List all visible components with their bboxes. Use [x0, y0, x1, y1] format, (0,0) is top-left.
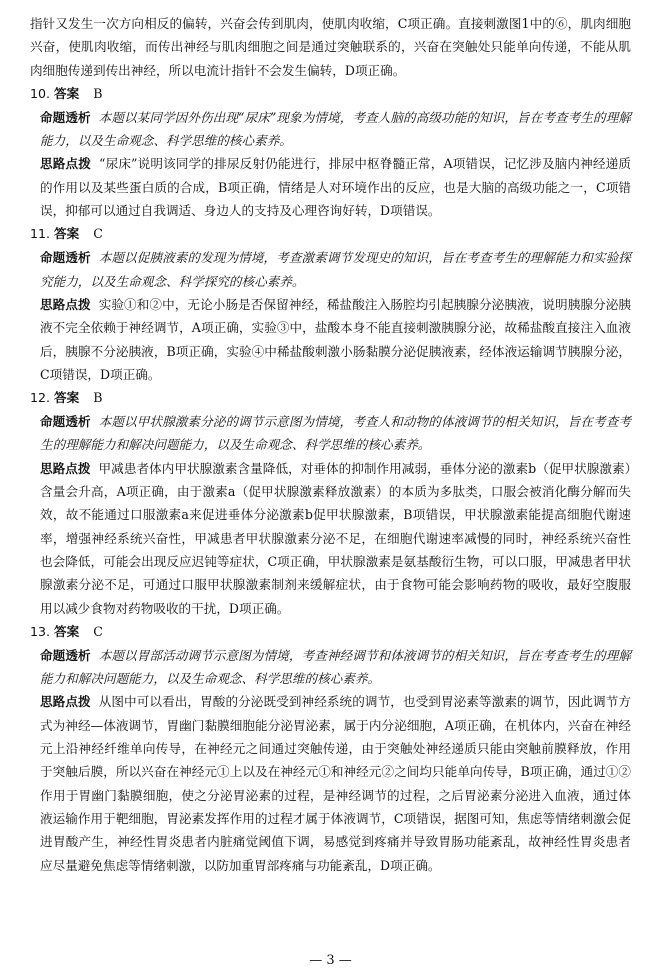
answer-value: B: [93, 85, 103, 101]
hint-label: 思路点拨: [40, 694, 91, 710]
hint-text: 甲减患者体内甲状腺激素含量降低，对垂体的抑制作用减弱，垂体分泌的激素b（促甲状腺激素）含量会升高，A项正确，由于激素a（促甲状腺激素释放激素）的本质为多肽类，口服会被消化酶分解而失效，故不能通过口服激素a来促进垂体分泌激素b促甲状腺激素，B项错误，甲状腺激素能提高细胞代谢速率，增强神经系统兴奋性，甲减患者甲状腺激素分泌不足，在细胞代谢速率减慢的同时，神经系统兴奋性也会降低，可能会出现反应迟钝等症状，C项正确，甲状腺激素是氨基酸衍生物，可以口服，甲减患者甲状腺激素分泌不足，可通过口服甲状腺激素制剂来缓解症状，由于食物可能会影响药物的吸收，最好空腹服用以减少食物对药物吸收的干扰，D项正确。: [40, 460, 632, 616]
analysis-paragraph: [30, 246, 631, 293]
answer-value: C: [93, 226, 103, 242]
question-11: [30, 222, 631, 386]
intro-paragraph: 指针又发生一次方向相反的偏转，兴奋会传到肌肉，使肌肉收缩，C项正确。直接刺激图1中的⑥，肌肉细胞兴奋，使肌肉收缩，而传出神经与肌肉细胞之间是通过突触联系的，兴奋在突触处只能单向传递，不能从肌肉细胞传递到传出神经，所以电流计指针不会发生偏转，D项正确。: [30, 16, 631, 78]
answer-line: [30, 82, 631, 106]
question-number: 10.: [30, 85, 51, 101]
answer-line: [30, 386, 631, 410]
question-13: [30, 620, 631, 877]
page-number: — 3 —: [309, 953, 352, 968]
hint-text: 实验①和②中，无论小肠是否保留神经，稀盐酸注入肠腔均引起胰腺分泌胰液，说明胰腺分泌胰液不完全依赖于神经调节，A项正确，实验③中，盐酸本身不能直接刺激胰腺分泌，故稀盐酸直接注入血液后，胰腺不分泌胰液，B项正确，实验④中稀盐酸刺激小肠黏膜分泌促胰液素，经体液运输调节胰腺分泌，C项错误，D项正确。: [40, 296, 632, 382]
answer-value: B: [93, 390, 103, 406]
analysis-label: 命题透析: [40, 414, 91, 430]
analysis-paragraph: [30, 644, 631, 691]
question-12: [30, 386, 631, 620]
analysis-text: 本题以促胰液素的发现为情境，考查激素调节发现史的知识，旨在考查考生的理解能力和实验探究能力，以及生命观念、科学探究的核心素养。: [40, 250, 632, 289]
hint-paragraph: [30, 152, 631, 222]
hint-label: 思路点拨: [40, 156, 91, 172]
hint-paragraph: [30, 293, 631, 386]
analysis-paragraph: [30, 106, 631, 153]
question-10: [30, 82, 631, 222]
hint-paragraph: [30, 457, 631, 620]
question-number: 12.: [30, 390, 51, 406]
answer-label: 答案: [54, 85, 80, 101]
analysis-text: 本题以胃部活动调节示意图为情境，考查神经调节和体液调节的相关知识，旨在考查考生的理解能力和解决问题能力，以及生命观念、科学思维的核心素养。: [40, 647, 632, 687]
question-number: 13.: [30, 623, 51, 639]
answer-label: 答案: [54, 623, 80, 639]
answer-value: C: [93, 623, 103, 639]
answer-label: 答案: [54, 226, 80, 242]
analysis-label: 命题透析: [40, 647, 91, 663]
hint-label: 思路点拨: [40, 460, 91, 476]
question-number: 11.: [30, 226, 51, 242]
hint-paragraph: [30, 690, 631, 876]
answer-line: [30, 620, 631, 644]
hint-text: “尿床”说明该同学的排尿反射仍能进行，排尿中枢脊髓正常，A项错误，记忆涉及脑内神经递质的作用以及某些蛋白质的合成，B项正确，情绪是人对环境作出的反应，也是大脑的高级功能之一，C项错误，抑郁可以通过自我调适、身边人的支持及心理咨询好转，D项错误。: [40, 156, 631, 219]
analysis-label: 命题透析: [40, 109, 91, 125]
analysis-label: 命题透析: [40, 250, 91, 266]
hint-text: 从图中可以看出，胃酸的分泌既受到神经系统的调节，也受到胃泌素等激素的调节，因此调节方式为神经—体液调节，胃幽门黏膜细胞能分泌胃泌素，属于内分泌细胞，A项正确，在机体内，兴奋在神经元上沿神经纤维单向传导，在神经元之间通过突触传递，由于突触处神经递质只能由突触前膜释放，作用于突触后膜，所以兴奋在神经元①上以及在神经元①和神经元②之间均只能单向传导，B项正确，通过①②作用于胃幽门黏膜细胞，使之分泌胃泌素的过程，是神经调节的过程，之后胃泌素分泌进入血液，通过体液运输作用于靶细胞，胃泌素发挥作用的过程才属于体液调节，C项错误，据图可知，焦虑等情绪刺激会促进胃酸产生，神经性胃炎患者内脏痛觉阈值下调，易感觉到疼痛并导致胃肠功能紊乱，故神经性胃炎患者应尽量避免焦虑等情绪刺激，以防加重胃部疼痛与功能紊乱，D项正确。: [40, 694, 632, 873]
hint-label: 思路点拨: [40, 296, 91, 312]
answer-line: [30, 222, 631, 246]
analysis-text: 本题以甲状腺激素分泌的调节示意图为情境，考查人和动物的体液调节的相关知识，旨在考查考生的理解能力和解决问题能力，以及生命观念、科学思维的核心素养。: [40, 414, 632, 453]
analysis-paragraph: [30, 410, 631, 457]
answer-label: 答案: [54, 390, 80, 406]
analysis-text: 本题以某同学因外伤出现“尿床”现象为情境，考查人脑的高级功能的知识，旨在考查考生的理解能力，以及生命观念、科学思维的核心素养。: [40, 109, 631, 149]
